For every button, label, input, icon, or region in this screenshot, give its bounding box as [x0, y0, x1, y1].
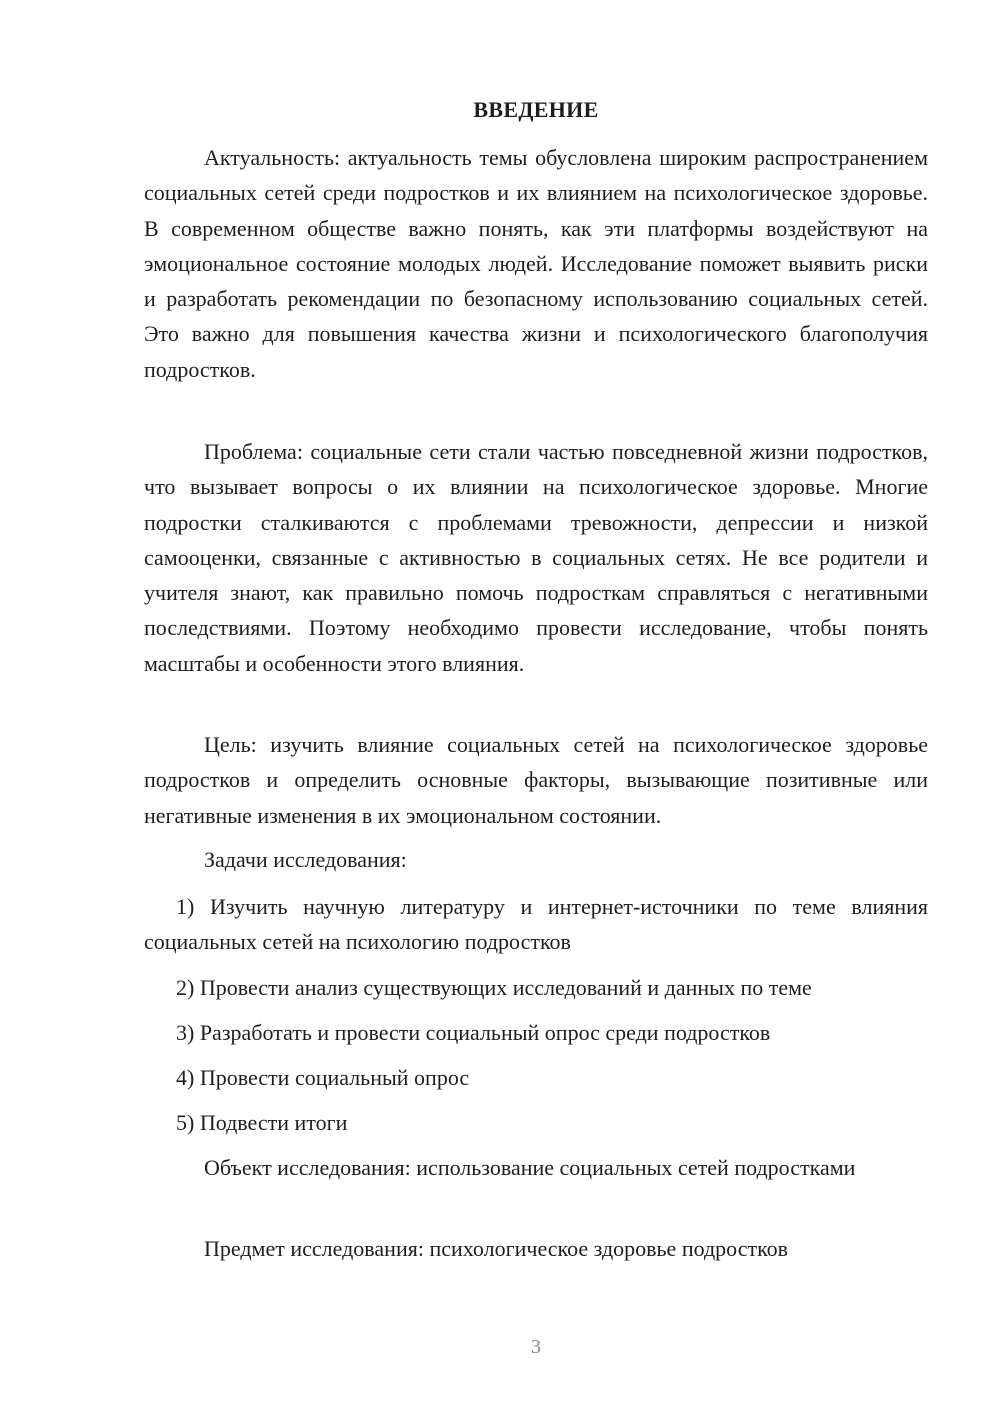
task-item-2: 2) Провести анализ существующих исследований и данных по теме	[176, 975, 812, 1000]
task-item-4: 4) Провести социальный опрос	[176, 1065, 470, 1090]
page-number: 3	[531, 1336, 541, 1358]
relevance-paragraph: Актуальность: актуальность темы обусловлена широким распространением социальных сетей среди подростков и их влиянием на психологическое здоровье. В современном обществе важно понять, как эти платформы воздействуют на эмоциональное состояние молодых людей. Исследование поможет выявить риски и разработать рекомендации по безопасному использованию социальных сетей. Это важно для повышения качества жизни и психологического благополучия подростков.	[144, 145, 928, 382]
task-item-5: 5) Подвести итоги	[176, 1110, 348, 1135]
object-paragraph: Объект исследования: использование социальных сетей подростками	[204, 1155, 856, 1180]
subject-paragraph: Предмет исследования: психологическое здоровье подростков	[204, 1236, 789, 1261]
tasks-title: Задачи исследования:	[204, 847, 407, 872]
section-heading: ВВЕДЕНИЕ	[473, 97, 599, 122]
task-item-3: 3) Разработать и провести социальный опрос среди подростков	[176, 1020, 771, 1045]
goal-paragraph: Цель: изучить влияние социальных сетей на психологическое здоровье подростков и определить основные факторы, вызывающие позитивные или негативные изменения в их эмоциональном состоянии.	[144, 732, 928, 828]
task-item-1: 1) Изучить научную литературу и интернет-источники по теме влияния социальных сетей на психологию подростков	[144, 894, 928, 955]
problem-paragraph: Проблема: социальные сети стали частью повседневной жизни подростков, что вызывает вопросы о их влиянии на психологическое здоровье. Многие подростки сталкиваются с проблемами тревожности, депрессии и низкой самооценки, связанные с активностью в социальных сетях. Не все родители и учителя знают, как правильно помочь подросткам справляться с негативными последствиями. Поэтому необходимо провести исследование, чтобы понять масштабы и особенности этого влияния.	[144, 439, 928, 676]
